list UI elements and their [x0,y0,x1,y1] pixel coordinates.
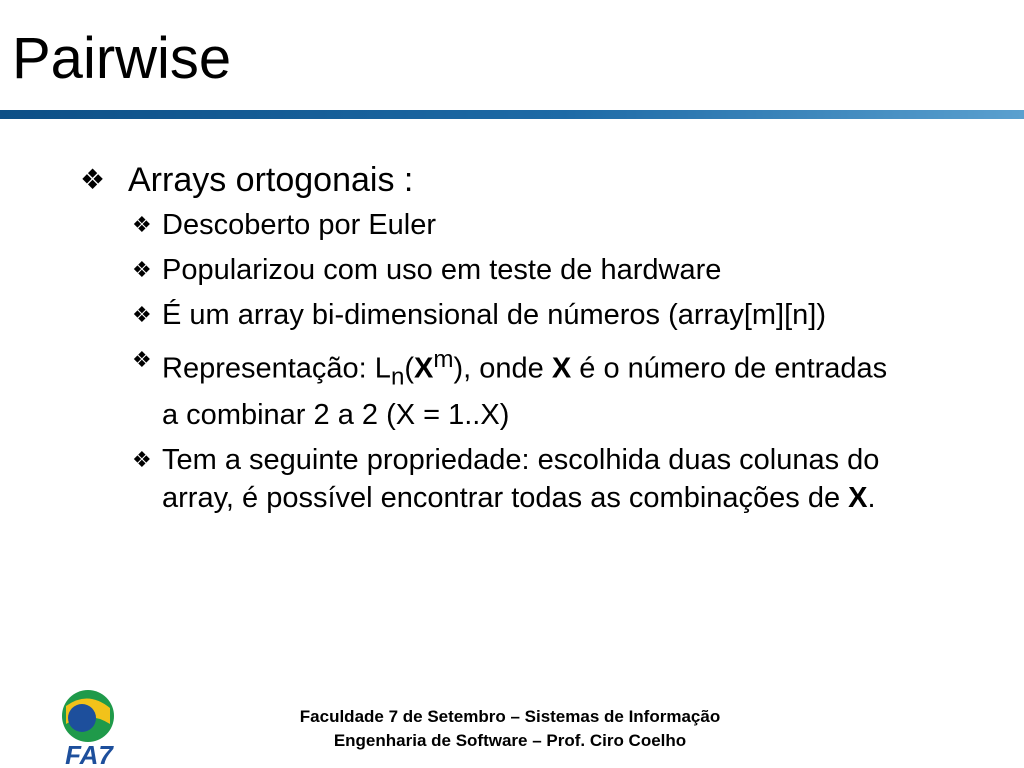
sub-bullet-item [132,251,910,289]
sub-bullet-text: É um array bi-dimensional de números (array[m][n]) [162,299,827,331]
footer-line-1: Faculdade 7 de Setembro – Sistemas de Informação [299,707,721,726]
sub-bullet-item [132,206,910,244]
text-segment: Representação: L [162,352,391,385]
superscript-m: m [433,346,454,373]
text-segment: ( [404,352,415,385]
footer-line-2: Engenharia de Software – Prof. Ciro Coelho [333,731,687,750]
text-segment: . [867,482,876,515]
diamond-bullet-icon: ❖ [80,164,106,195]
bold-x: X [551,352,572,385]
sub-bullet-item [132,341,910,434]
diamond-bullet-icon: ❖ [132,212,152,237]
slide-content [80,160,910,524]
main-bullet-text: Arrays ortogonais : [128,161,414,199]
sub-bullet-text [162,341,910,434]
logo-blue-disc [68,704,96,732]
sub-bullet-text [162,441,910,517]
sub-bullet-text: Popularizou com uso em teste de hardware [162,254,722,286]
bold-x: X [414,352,434,385]
diamond-bullet-icon: ❖ [132,302,152,327]
diamond-bullet-icon: ❖ [132,347,152,372]
diamond-bullet-icon: ❖ [132,447,152,473]
text-segment: ), onde [453,352,552,385]
sub-bullet-item [132,441,910,517]
bold-x: X [848,482,868,515]
title-underline-bar [0,110,1024,119]
footer [180,705,840,753]
subscript-n: n [390,363,405,391]
sub-bullet-text: Descoberto por Euler [162,209,437,241]
text-segment: Tem a seguinte propriedade: escolhida duas colunas do array, é possível encontrar todas as combinações de [162,444,880,515]
main-bullet-item [80,160,910,200]
sub-bullet-item [132,296,910,334]
logo-text: FA7 [65,740,113,766]
fa7-logo [48,684,130,766]
diamond-bullet-icon: ❖ [132,257,152,282]
slide-title: Pairwise [12,26,232,91]
text-segment: é o número de entradas a combinar 2 a 2 (X = 1..X) [162,352,888,432]
